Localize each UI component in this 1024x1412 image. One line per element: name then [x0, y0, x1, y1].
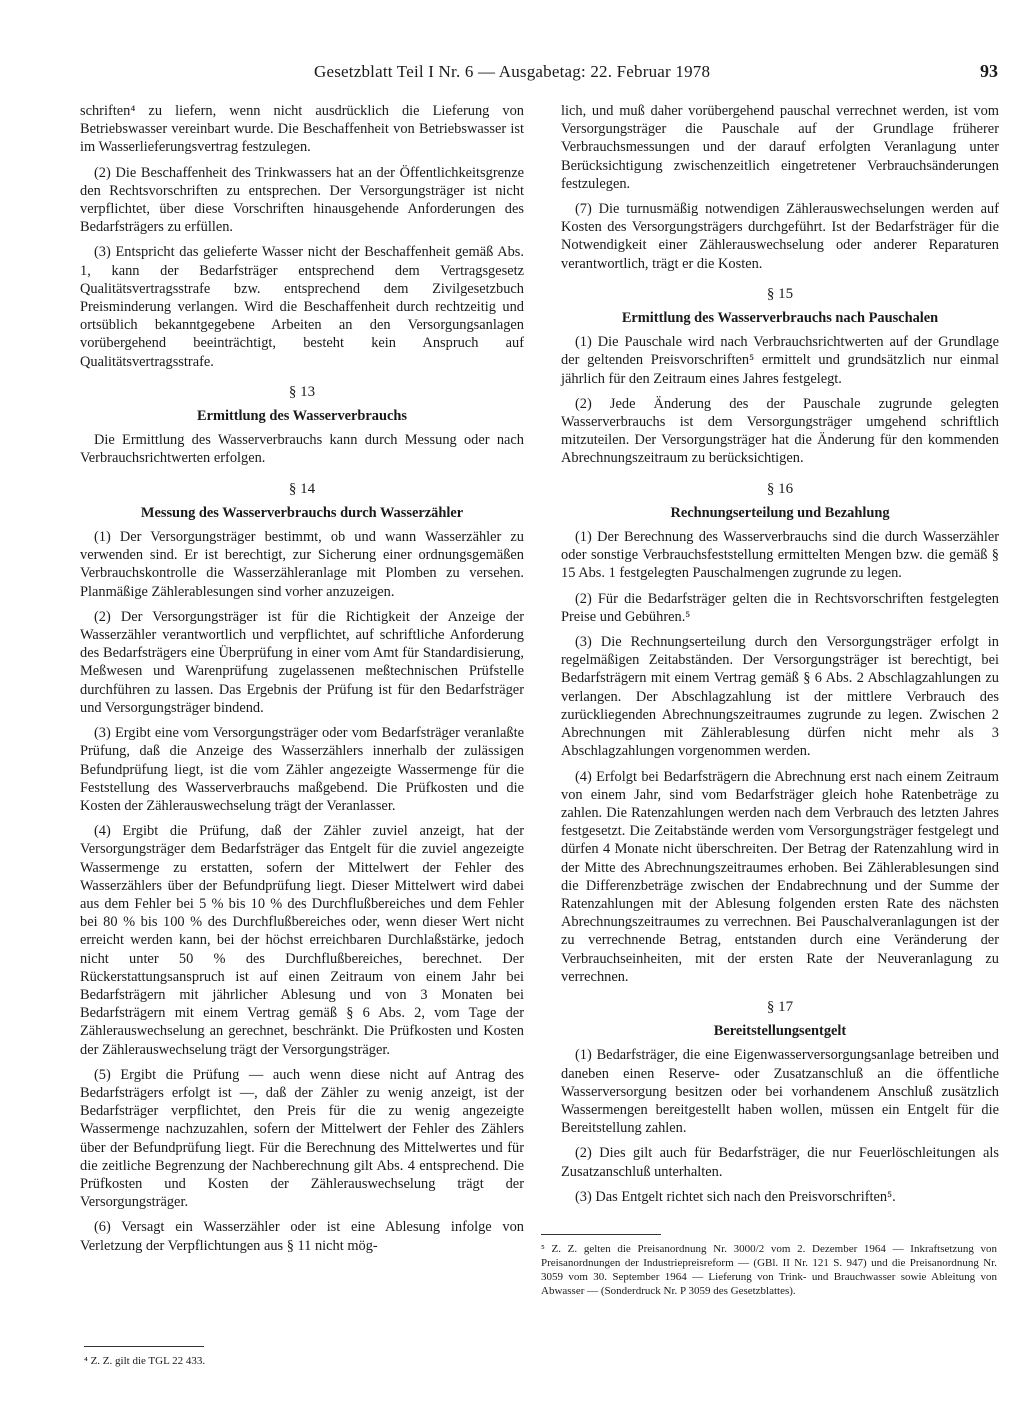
footnote-text: ⁴ Z. Z. gilt die TGL 22 433.: [84, 1355, 206, 1367]
section-title: Ermittlung des Wasserverbrauchs: [197, 408, 407, 425]
section-title: Messung des Wasserverbrauchs durch Wasserzähler: [140, 504, 464, 521]
paragraph: (6) Versagt ein Wasserzähler oder ist eine Ablesung infolge von Verletzung der Verpflichtungen aus § 11 nicht mög-: [80, 1219, 524, 1254]
footnote-divider: [84, 1346, 204, 1347]
gazette-title: Gesetzblatt Teil I Nr. 6 — Ausgabetag: 22. Februar 1978: [314, 62, 711, 81]
paragraph: schriften⁴ zu liefern, wenn nicht ausdrücklich die Lieferung von Betriebswasser vereinbart wurde. Die Beschaffenheit von Betriebswasser ist im Wasserlieferungsvertrag festzulegen.: [80, 103, 524, 156]
paragraph: Die Ermittlung des Wasserverbrauchs kann durch Messung oder nach Verbrauchsrichtwerten erfolgen.: [80, 432, 524, 467]
paragraph: (3) Entspricht das gelieferte Wasser nicht der Beschaffenheit gemäß Abs. 1, kann der Bedarfsträger entsprechend dem Vertragsgesetz Qualitätsvertragsstrafe bzw. entsprechend dem Zivilgesetzbuch Preisminderung verlangen. Wird die Beschaffenheit durch rechtzeitig und ortsüblich bekanntgegebene Arbeiten an den Versorgungsanlagen vorübergehend beeinträchtigt, besteht kein Anspruch auf Qualitätsvertragsstrafe.: [80, 244, 524, 370]
section-number: § 16: [766, 480, 794, 497]
paragraph: (1) Der Berechnung des Wasserverbrauchs sind die durch Wasserzähler oder sonstige Verbrauchsfeststellung ermittelten Mengen bzw. die gemäß § 15 Abs. 1 festgelegten Pauschalmengen zugrunde zu legen.: [561, 529, 999, 582]
paragraph: (1) Die Pauschale wird nach Verbrauchsrichtwerten auf der Grundlage der geltenden Preisvorschriften⁵ ermittelt und grundsätzlich nur einmal jährlich für den Zeitraum eines Jahres festgelegt.: [561, 334, 999, 387]
right-column: [561, 102, 999, 1213]
paragraph: (1) Der Versorgungsträger bestimmt, ob und wann Wasserzähler zu verwenden sind. Er ist berechtigt, zur Sicherung einer ordnungsgemäßen Verbrauchskontrolle die Wasserzähleranlage mit Plomben zu versehen. Planmäßige Zählerablesungen sind vorher anzuzeigen.: [80, 529, 524, 600]
paragraph: (2) Dies gilt auch für Bedarfsträger, die nur Feuerlöschleitungen als Zusatzanschluß unterhalten.: [561, 1145, 999, 1180]
paragraph: (2) Die Beschaffenheit des Trinkwassers hat an der Öffentlichkeitsgrenze den Rechtsvorschriften zu entsprechen. Der Versorgungsträger ist nicht verpflichtet, über diese Vorschriften hinausgehende Anforderungen des Bedarfsträgers zu erfüllen.: [80, 164, 524, 236]
paragraph: (7) Die turnusmäßig notwendigen Zählerauswechselungen werden auf Kosten des Versorgungsträgers durchgeführt. Ist der Bedarfsträger für die Notwendigkeit einer Zählerauswechselung oder anderer Reparaturen verantwortlich, trägt er die Kosten.: [561, 201, 999, 272]
paragraph: (1) Bedarfsträger, die eine Eigenwasserversorgungsanlage betreiben und daneben einen Reserve- oder Zusatzanschluß an die öffentliche Wasserversorgung besitzen oder bei vorhandenem Anschluß zusätzlich Wassermengen bereitgestellt haben wollen, müssen ein Entgelt für die Bereitstellung zahlen.: [561, 1047, 999, 1137]
paragraph: (4) Ergibt die Prüfung, daß der Zähler zuviel anzeigt, hat der Versorgungsträger dem Bedarfsträger das Entgelt für die zuviel angezeigte Wassermenge zu erstatten, sofern der Mittelwert der Fehler des Wasserzählers über der Befundprüfung liegt. Dieser Mittelwert wird dabei aus dem Fehler bei 5 % bis 10 % des Durchflußbereiches und dem Fehler bei 80 % bis 100 % des Durchflußbereiches oder, wenn dieser Wert nicht erreicht werden kann, bei der höchst erreichbaren Durchlaßstärke, jedoch nicht unter 50 % des Durchflußbereiches, berechnet. Der Rückerstattungsanspruch ist auf einen Zeitraum von einem Jahr bei Bedarfsträgern mit jährlicher Ablesung und von 3 Monaten bei Bedarfsträgern mit einem Vertrag gemäß § 6 Abs. 2, vom Tage der Zählerauswechselung an gerechnet, beschränkt. Die Prüfkosten und Kosten der Zählerauswechselung trägt der Versorgungsträger.: [80, 823, 524, 1058]
paragraph: (5) Ergibt die Prüfung — auch wenn diese nicht auf Antrag des Bedarfsträgers erfolgt ist —, daß der Zähler zu wenig anzeigt, ist der Bedarfsträger verpflichtet, den Preis für die zu wenig angezeigte Wassermenge nachzuzahlen, sofern der Mittelwert der Fehler des Zählers über der Befundprüfung liegt. Für die Berechnung des Mittelwertes und für die zeitliche Begrenzung der Nachberechnung gilt Abs. 4 entsprechend. Die Prüfkosten und Kosten der Zählerauswechselung trägt der Versorgungsträger.: [80, 1066, 524, 1211]
paragraph: (3) Ergibt eine vom Versorgungsträger oder vom Bedarfsträger veranlaßte Prüfung, daß die Anzeige des Wasserzählers innerhalb der zulässigen Befundprüfung liegt, ist die vom Zähler angezeigte Wassermenge für die Feststellung des Wasserverbrauchs maßgebend. Die Prüfkosten und die Kosten der Zählerauswechselung trägt der Veranlasser.: [80, 725, 524, 814]
section-title: Ermittlung des Wasserverbrauchs nach Pauschalen: [621, 310, 939, 327]
paragraph: (3) Das Entgelt richtet sich nach den Preisvorschriften⁵.: [575, 1188, 896, 1205]
section-number: § 15: [766, 285, 794, 302]
section-number: § 13: [288, 383, 316, 400]
left-column: [80, 102, 524, 1262]
paragraph: (2) Für die Bedarfsträger gelten die in Rechtsvorschriften festgelegten Preise und Gebühren.⁵: [561, 590, 999, 625]
paragraph: (3) Die Rechnungserteilung durch den Versorgungsträger erfolgt in regelmäßigen Zeitabständen. Der Versorgungsträger ist berechtigt, bei Bedarfsträgern mit einem Vertrag gemäß § 6 Abs. 2 Abschlagzahlungen zu verlangen. Der Abschlagzahlung ist der mittlere Verbrauch des zurückliegenden Abrechnungszeitraumes zugrunde zu legen. Zwischen 2 Abrechnungen mit Zählerablesung dürfen nicht mehr als 3 Abschlagzahlungen vorgenommen werden.: [561, 634, 999, 760]
section-number: § 17: [766, 998, 794, 1015]
footnote: [84, 1354, 524, 1368]
page-number: 93: [980, 61, 998, 81]
paragraph: (2) Jede Änderung des der Pauschale zugrunde gelegten Wasserverbrauchs ist dem Versorgungsträger umgehend schriftlich mitzuteilen. Der Versorgungsträger hat die Änderung für den kommenden Abrechnungszeitraum zu berücksichtigen.: [561, 395, 999, 467]
paragraph: (4) Erfolgt bei Bedarfsträgern die Abrechnung erst nach einem Zeitraum von einem Jahr, sind vom Bedarfsträger gleich hohe Ratenbeträge zu zahlen. Die Ratenzahlungen werden nach dem Verbrauch des letzten Jahres festgesetzt. Die Zeitabstände werden vom Versorgungsträger festgelegt und dürfen 4 Monate nicht überschreiten. Der Betrag der Ratenzahlung wird in der Mitte des Abrechnungszeitraumes erhoben. Bei Zählerablesungen sind die Differenzbeträge zwischen der Endabrechnung und der Summe der Ratenzahlungen mit der Ablesung folgenden ersten Rate des nächsten Abrechnungszeitraumes zu verrechnen. Bei Pauschalveranlagungen ist der zu verrechnende Betrag, entstanden durch eine Veränderung der Verbrauchseinheiten, mit der ersten Rate der Neuveranlagung zu verrechnen.: [561, 768, 999, 985]
paragraph: (2) Der Versorgungsträger ist für die Richtigkeit der Anzeige der Wasserzähler verantwortlich und verpflichtet, auf schriftliche Anforderung des Bedarfsträgers eine Überprüfung in einer vom Amt für Standardisierung, Meßwesen und Warenprüfung zugelassenen meßtechnischen Prüfstelle durchführen zu lassen. Das Ergebnis der Prüfung ist für den Bedarfsträger und Versorgungsträger bindend.: [80, 608, 524, 716]
section-title: Bereitstellungsentgelt: [713, 1023, 847, 1040]
section-title: Rechnungserteilung und Bezahlung: [670, 504, 890, 521]
section-number: § 14: [288, 480, 316, 497]
page-header: [0, 62, 1024, 88]
footnote-divider: [541, 1234, 661, 1235]
footnote-text: ⁵ Z. Z. gelten die Preisanordnung Nr. 3000/2 vom 2. Dezember 1964 — Inkraftsetzung von Preisanordnungen der Industriepreisreform — (GBl. II Nr. 121 S. 947) und die Preisanordnung Nr. 3059 vom 30. September 1964 — Lieferung von Trink- und Brauchwasser sowie Ableitung von Abwasser — (Sonderdruck Nr. P 3059 des Gesetzblattes).: [541, 1243, 997, 1297]
paragraph: lich, und muß daher vorübergehend pauschal verrechnet werden, ist vom Versorgungsträger die Pauschale auf der Grundlage früherer Verbrauchsmessungen und der darauf erfolgten Veranlagung unter Berücksichtigung zwischenzeitlich eingetretener Verbrauchsänderungen festzulegen.: [561, 103, 999, 192]
footnote: [541, 1242, 997, 1298]
